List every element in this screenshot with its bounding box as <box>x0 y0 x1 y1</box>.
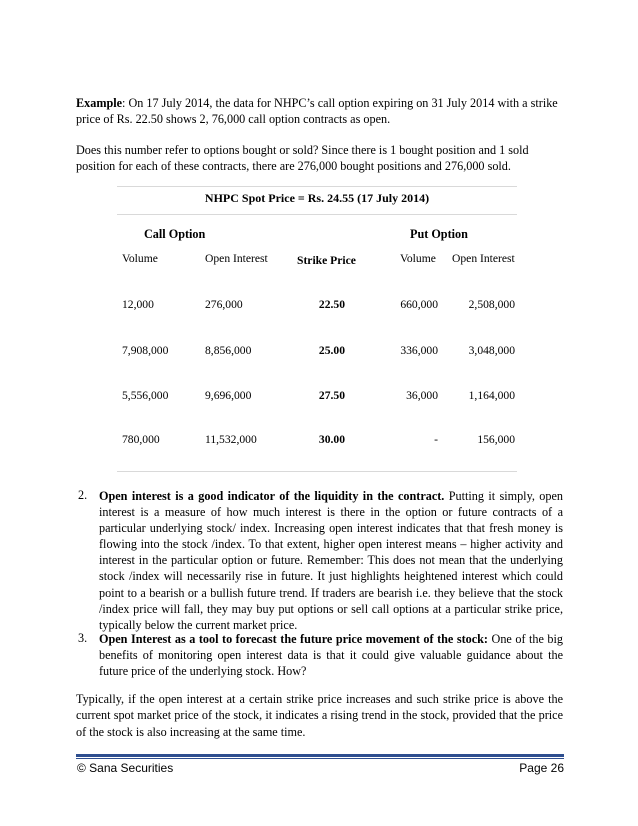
put-option-header: Put Option <box>410 227 468 241</box>
table-cell: 3,048,000 <box>468 344 515 357</box>
point-body <box>99 488 563 633</box>
col-header-call-oi: Open Interest <box>205 252 268 265</box>
table-cell-strike: 25.00 <box>318 344 345 357</box>
question-paragraph: Does this number refer to options bought or sold? Since there is 1 bought position and 1 sold position for each of these contracts, there are 276,000 bought positions and 276,000 sold. <box>76 143 529 173</box>
point-heading: Open interest is a good indicator of the liquidity in the contract. <box>99 489 445 503</box>
call-option-header: Call Option <box>144 227 206 241</box>
footer-rule-thick <box>76 754 564 757</box>
col-header-strike: Strike Price <box>297 254 356 267</box>
example-text: : On 17 July 2014, the data for NHPC’s call option expiring on 31 July 2014 with a strike price of Rs. 22.50 shows 2, 76,000 call option contracts as open. <box>76 96 558 126</box>
table-cell-strike: 27.50 <box>318 389 345 402</box>
point-text: One of the big benefits of monitoring open interest data is that it could give valuable guidance about the future price of the underlying stock. How? <box>99 632 564 679</box>
table-cell: 336,000 <box>400 344 438 357</box>
table-cell: 276,000 <box>205 298 243 311</box>
col-header-call-volume: Volume <box>122 252 158 265</box>
example-paragraph <box>76 95 563 127</box>
table-top-rule <box>117 186 517 187</box>
table-cell: 660,000 <box>400 298 438 311</box>
table-cell: 36,000 <box>406 389 438 402</box>
table-cell-strike: 22.50 <box>318 298 345 311</box>
footer-page-number: Page 26 <box>519 761 564 775</box>
col-header-put-volume: Volume <box>400 252 436 265</box>
footer-copyright: © Sana Securities <box>77 761 174 775</box>
table-cell: - <box>434 433 438 446</box>
table-bottom-rule <box>117 471 517 472</box>
table-cell: 156,000 <box>477 433 515 446</box>
table-title-rule <box>117 214 517 215</box>
table-cell: 2,508,000 <box>468 298 515 311</box>
point-number: 2. <box>78 488 88 502</box>
closing-paragraph: Typically, if the open interest at a certain strike price increases and such strike price is above the current spot market price of the stock, it indicates a rising trend in the stock, provided that the price of the stock is also increasing at the same time. <box>76 692 563 739</box>
table-title: NHPC Spot Price = Rs. 24.55 (17 July 2014) <box>204 191 430 205</box>
table-cell: 9,696,000 <box>205 389 252 402</box>
point-text: Putting it simply, open interest is a measure of how much interest is there in the option or future contracts of a particular underlying stock/ index. Increasing open interest indicates that that fresh money is flowing into the stock /index. To that extent, higher open interest means – higher activity and interest in the particular option or future. Remember: This does not mean that the underlying stock /index will necessarily rise in future. It just highlights heightened interest which could point to a bearish or a bullish future trend. If traders are bearish i.e. they believe that the stock /index price will fall, they may buy put options or sell call options at a particular strike price, typically below the current market price. <box>99 489 563 632</box>
table-cell: 11,532,000 <box>205 433 257 446</box>
table-cell: 1,164,000 <box>468 389 515 402</box>
table-cell: 8,856,000 <box>205 344 252 357</box>
point-body <box>99 631 563 679</box>
table-cell-strike: 30.00 <box>318 433 345 446</box>
table-cell: 780,000 <box>122 433 160 446</box>
col-header-put-oi: Open Interest <box>452 252 515 265</box>
table-cell: 12,000 <box>122 298 154 311</box>
example-label: Example <box>76 96 123 110</box>
table-cell: 5,556,000 <box>122 389 169 402</box>
point-heading: Open Interest as a tool to forecast the future price movement of the stock: <box>99 632 488 646</box>
point-number: 3. <box>78 631 88 645</box>
table-cell: 7,908,000 <box>122 344 169 357</box>
footer-rule-thin <box>76 758 564 759</box>
